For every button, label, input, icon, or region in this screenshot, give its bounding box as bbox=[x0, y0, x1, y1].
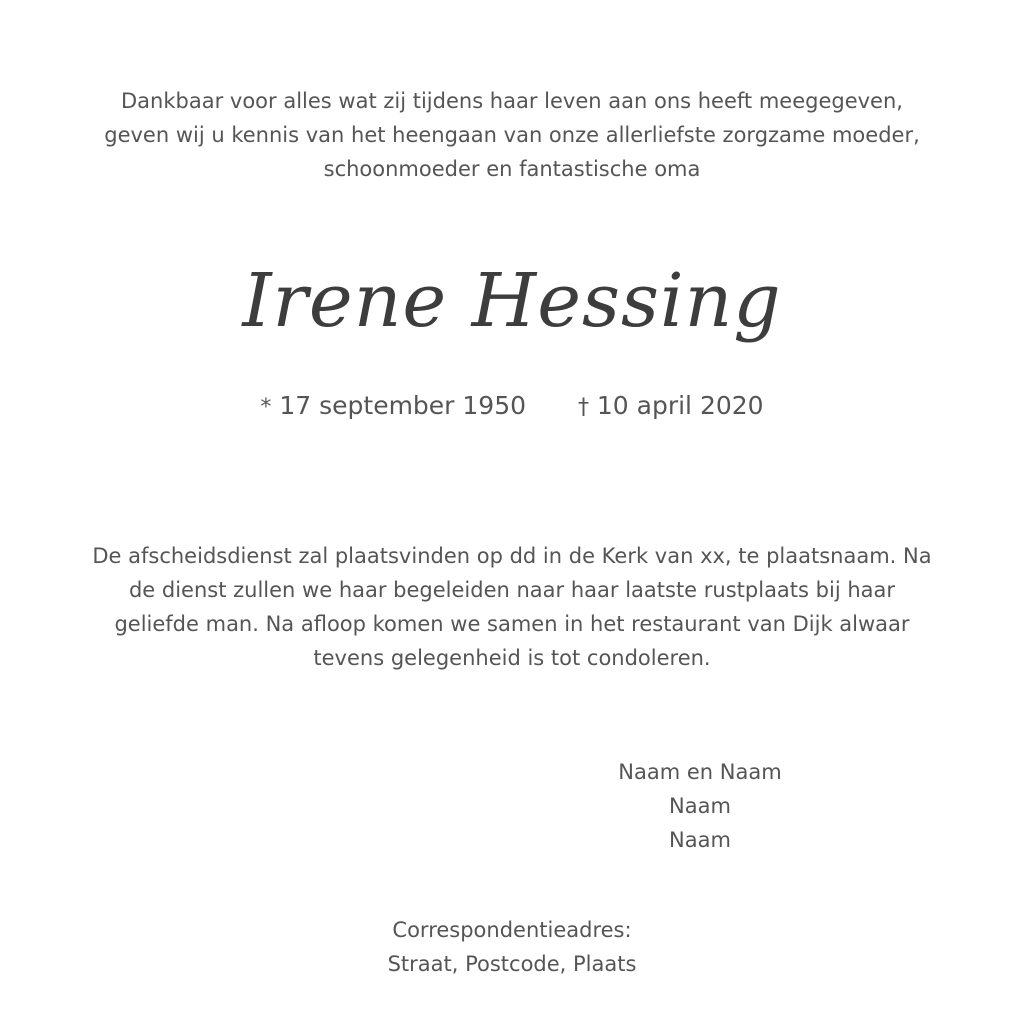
birth-symbol: * bbox=[260, 395, 272, 420]
signer-name: Naam en Naam bbox=[618, 760, 782, 784]
service-line: tevens gelegenheid is tot condoleren. bbox=[313, 646, 711, 670]
deceased-name: Irene Hessing bbox=[242, 258, 782, 344]
signer-name: Naam bbox=[669, 828, 731, 852]
address-value: Straat, Postcode, Plaats bbox=[387, 952, 637, 976]
birth-date: 17 september 1950 bbox=[279, 391, 527, 420]
dates bbox=[0, 386, 1024, 428]
service-line: de dienst zullen we haar begeleiden naar haar laatste rustplaats bij haar bbox=[128, 578, 896, 602]
service-text bbox=[0, 539, 1024, 675]
intro-text bbox=[0, 84, 1024, 186]
intro-line: geven wij u kennis van het heengaan van onze allerliefste zorgzame moeder, bbox=[104, 123, 920, 147]
death-symbol: † bbox=[577, 395, 589, 420]
address-label: Correspondentieadres: bbox=[392, 918, 632, 942]
correspondence-address bbox=[0, 913, 1024, 981]
service-line: geliefde man. Na afloop komen we samen in het restaurant van Dijk alwaar bbox=[114, 612, 910, 636]
intro-line: Dankbaar voor alles wat zij tijdens haar leven aan ons heeft meegegeven, bbox=[121, 89, 903, 113]
signer-name: Naam bbox=[669, 794, 731, 818]
intro-line: schoonmoeder en fantastische oma bbox=[323, 157, 701, 181]
signers bbox=[560, 755, 840, 857]
death-date: 10 april 2020 bbox=[596, 391, 764, 420]
service-line: De afscheidsdienst zal plaatsvinden op dd in de Kerk van xx, te plaatsnaam. Na bbox=[92, 544, 932, 568]
